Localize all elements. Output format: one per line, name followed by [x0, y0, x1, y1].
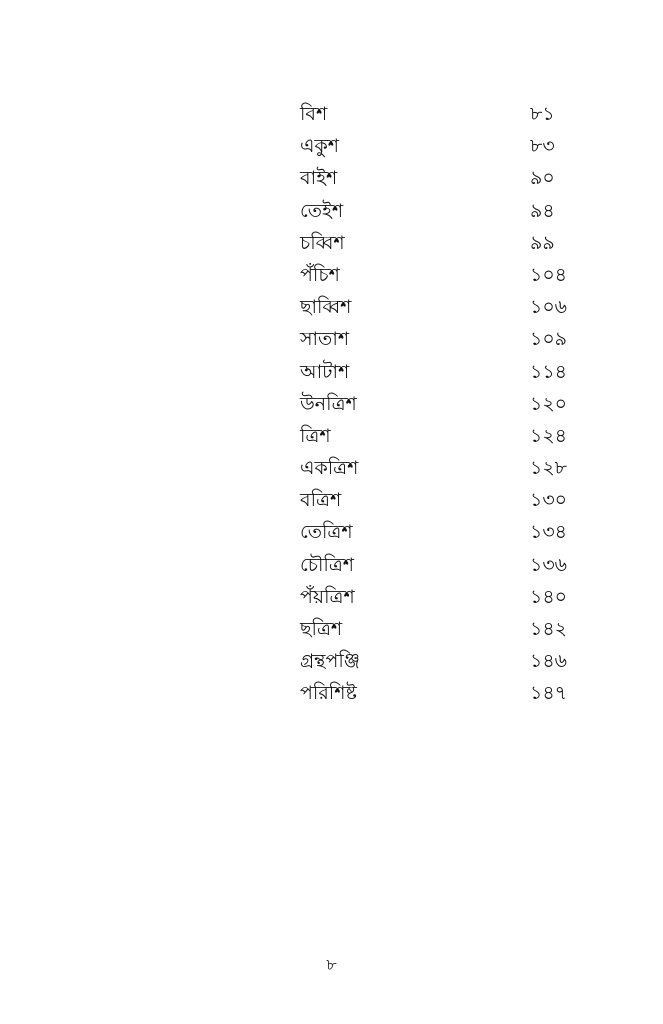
toc-title: চৌত্রিশ	[300, 553, 355, 576]
toc-page-number: ৮৩	[530, 135, 555, 158]
toc-page-number: ১৩৬	[530, 553, 568, 576]
toc-title: ত্রিশ	[300, 424, 331, 447]
toc-row[interactable]	[300, 98, 580, 130]
toc-title: আটাশ	[300, 360, 350, 383]
toc-row[interactable]	[300, 356, 580, 388]
toc-title: পরিশিষ্ট	[300, 682, 357, 705]
toc-row[interactable]	[300, 162, 580, 194]
toc-page-number: ১৪০	[530, 585, 568, 608]
toc-title: ছাব্বিশ	[300, 296, 352, 319]
page-number: ৮	[326, 955, 337, 974]
toc-title: গ্রন্থপঞ্জি	[300, 650, 361, 673]
toc-page-number: ১৪৭	[530, 682, 568, 705]
toc-title: তেইশ	[300, 199, 344, 222]
toc-row[interactable]	[300, 613, 580, 645]
toc-title: উনত্রিশ	[300, 392, 357, 415]
toc-page-number: ১২৪	[530, 424, 568, 447]
toc-page-number: ১৪৬	[530, 650, 568, 673]
toc-page-number: ১২৮	[530, 457, 568, 480]
toc-page-number: ১০৪	[530, 263, 568, 286]
toc-title: সাতাশ	[300, 328, 350, 351]
toc-title: বাইশ	[300, 167, 338, 190]
table-of-contents	[300, 98, 580, 710]
toc-page-number: ১৩০	[530, 489, 568, 512]
toc-row[interactable]	[300, 452, 580, 484]
toc-title: বিশ	[300, 103, 328, 125]
toc-row[interactable]	[300, 323, 580, 355]
toc-row[interactable]	[300, 130, 580, 162]
toc-row[interactable]	[300, 195, 580, 227]
toc-title: একত্রিশ	[300, 457, 359, 480]
toc-title: একুশ	[300, 135, 339, 158]
toc-page-number: ৯৪	[530, 199, 555, 222]
toc-page-number: ১০৬	[530, 296, 568, 319]
toc-page-number: ১০৯	[530, 328, 568, 351]
toc-page-number: ১৪২	[530, 618, 568, 640]
toc-title: বত্রিশ	[300, 489, 342, 512]
toc-title: চব্বিশ	[300, 231, 345, 254]
toc-page-number: ৮১	[530, 103, 555, 125]
toc-row[interactable]	[300, 484, 580, 516]
toc-row[interactable]	[300, 516, 580, 548]
toc-row[interactable]	[300, 388, 580, 420]
toc-page-number: ১১৪	[530, 360, 567, 383]
toc-page-number: ১৩৪	[530, 521, 568, 544]
toc-row[interactable]	[300, 291, 580, 323]
toc-row[interactable]	[300, 420, 580, 452]
toc-title: ছত্রিশ	[300, 618, 343, 640]
toc-title: তেত্রিশ	[300, 521, 353, 544]
toc-row[interactable]	[300, 677, 580, 709]
toc-title: পঁয়ত্রিশ	[300, 585, 355, 608]
toc-row[interactable]	[300, 227, 580, 259]
toc-page-number: ১২০	[530, 392, 568, 415]
toc-page-number: ৯৯	[530, 231, 555, 254]
toc-page-number: ৯০	[530, 167, 555, 190]
toc-row[interactable]	[300, 549, 580, 581]
toc-row[interactable]	[300, 581, 580, 613]
toc-row[interactable]	[300, 645, 580, 677]
toc-row[interactable]	[300, 259, 580, 291]
toc-title: পঁচিশ	[300, 263, 340, 286]
